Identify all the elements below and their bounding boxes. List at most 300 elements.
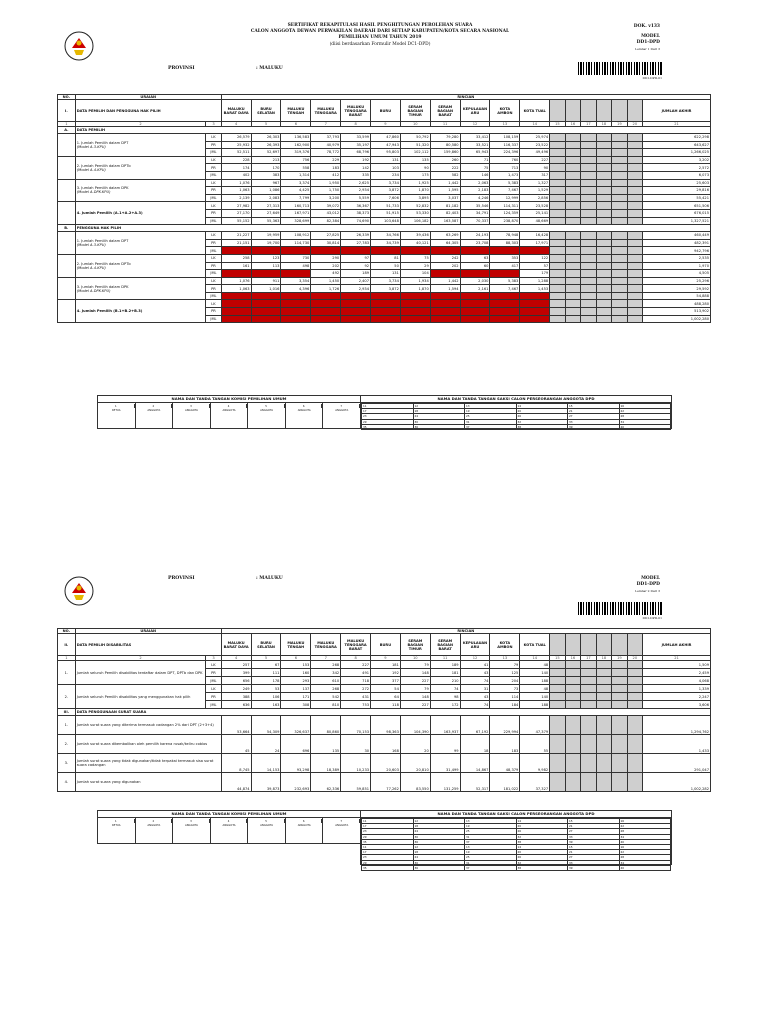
saksi-cell: 23 (362, 855, 414, 860)
value-cell: 48,669 (520, 217, 550, 225)
value-cell: 232,624 (281, 315, 311, 323)
barcode-icon (578, 62, 662, 75)
gender-key: JML (206, 247, 221, 255)
blank-cell (596, 277, 611, 285)
total-cell: 1,002,280 (643, 315, 711, 323)
index-cell: 2 (75, 656, 206, 661)
saksi-cell: 15 (568, 404, 620, 409)
value-cell: 2,407 (341, 277, 371, 285)
gender-key: LK (206, 277, 221, 285)
saksi-cell: 22 (619, 409, 671, 414)
col-uraian: URAIAN (75, 629, 221, 634)
value-cell: 290 (311, 254, 341, 262)
value-cell: 3,354 (281, 277, 311, 285)
value-cell: 1,016 (251, 285, 281, 293)
blank-cell (612, 217, 627, 225)
table-row (58, 277, 711, 285)
kpu-signature-num: 3 (173, 819, 210, 823)
value-cell: 55,363 (251, 217, 281, 225)
value-cell: 213 (251, 156, 281, 164)
blank-cell (550, 164, 565, 172)
value-cell: 163 (251, 701, 281, 709)
section-no: B. (58, 225, 76, 232)
value-cell: 54,309 (251, 716, 281, 735)
total-cell: 2,247 (643, 693, 711, 701)
value-cell: 55,152 (221, 217, 251, 225)
row-no (58, 232, 76, 255)
saksi-signature-title-2: NAMA DAN TANDA TANGAN SAKSI CALON PERSEORANGAN ANGGOTA DPD (361, 811, 671, 818)
table-row (58, 202, 711, 210)
blank-cell (627, 754, 642, 773)
value-cell: 78,948 (490, 232, 520, 240)
blank-cell (627, 277, 642, 285)
value-cell: 1,950 (311, 179, 341, 187)
value-cell: 5,383 (490, 277, 520, 285)
value-cell: 81 (371, 254, 401, 262)
blank-cell (550, 141, 565, 149)
value-cell: 64 (371, 693, 401, 701)
row-no: 3. (58, 754, 76, 773)
saksi-cell: 27 (568, 414, 620, 419)
gender-key: JML (206, 315, 221, 323)
section-no: III. (58, 709, 76, 716)
blank-cell (581, 315, 596, 323)
index-cell: 12 (460, 122, 490, 127)
value-cell: 810 (311, 701, 341, 709)
kpu-signature-cell (248, 818, 286, 843)
blank-cell (581, 171, 596, 179)
blank-header (596, 100, 611, 122)
saksi-cell: 26 (516, 829, 568, 834)
value-cell: 229 (311, 156, 341, 164)
blank-cell (596, 300, 611, 308)
value-cell: 20,829 (251, 308, 281, 316)
saksi-cell: 40 (619, 865, 671, 870)
section-title: DATA PENGGUNAAN SURAT SUARA (75, 709, 710, 716)
value-cell: 1,086 (251, 187, 281, 195)
value-cell: 103 (371, 164, 401, 172)
blank-cell (565, 677, 580, 685)
value-cell: 74 (430, 685, 460, 693)
value-cell: 3,037 (430, 194, 460, 202)
row-label-text: 3. Jumlah Pemilih dalam DPK (76, 284, 129, 289)
kpu-signature-num: 2 (136, 404, 173, 408)
value-cell: 383 (251, 171, 281, 179)
value-cell: 171 (281, 693, 311, 701)
row-label (75, 232, 206, 255)
saksi-cell: 33 (568, 419, 620, 424)
gender-key: JML (206, 217, 221, 225)
value-cell: 20,993 (251, 300, 281, 308)
blank-cell (596, 661, 611, 669)
value-cell: 4,191 (460, 292, 490, 300)
value-cell: 5,341 (341, 292, 371, 300)
saksi-cell: 39 (568, 865, 620, 870)
blank-header (550, 634, 565, 656)
value-cell: 53 (251, 685, 281, 693)
kpu-signature-cell (211, 403, 249, 428)
value-cell: 2,083 (251, 194, 281, 202)
saksi-cell: 13 (465, 844, 517, 849)
value-cell: 63,269 (430, 232, 460, 240)
provinsi-label: PROVINSI (168, 66, 195, 71)
blank-cell (581, 669, 596, 677)
blank-cell (627, 292, 642, 300)
value-cell: 39,072 (311, 202, 341, 210)
value-cell: 227 (400, 701, 430, 709)
total-cell: 29,816 (643, 187, 711, 195)
value-cell: 444 (430, 270, 460, 278)
saksi-cell: 21 (568, 409, 620, 414)
total-cell: 54,888 (643, 292, 711, 300)
saksi-cell: 28 (619, 829, 671, 834)
blank-cell (596, 187, 611, 195)
total-cell: 1,294,762 (643, 716, 711, 735)
gender-key: JML (206, 194, 221, 202)
document-header (230, 23, 530, 48)
blank-cell (565, 716, 580, 735)
value-cell: 38,661 (371, 308, 401, 316)
value-cell: 27,783 (341, 239, 371, 247)
blank-cell (550, 270, 565, 278)
value-cell: 30,814 (311, 239, 341, 247)
blank-cell (550, 217, 565, 225)
gender-key: PR (206, 141, 221, 149)
region-header: SERAM BAGIAN BARAT (430, 100, 460, 122)
blank-cell (612, 285, 627, 293)
blank-cell (627, 773, 642, 792)
value-cell: 50,792 (400, 134, 430, 142)
value-cell: 7,750 (281, 292, 311, 300)
value-cell: 63 (460, 254, 490, 262)
index-cell: 11 (430, 122, 460, 127)
blank-cell (596, 773, 611, 792)
blank-cell (581, 292, 596, 300)
kpu-signature-num: 2 (136, 819, 173, 823)
index-cell: 19 (612, 656, 627, 661)
value-cell: 7,467 (490, 187, 520, 195)
saksi-cell: 38 (516, 424, 568, 429)
table-row (58, 134, 711, 142)
saksi-cell: 40 (619, 839, 671, 844)
value-cell: 80,580 (430, 141, 460, 149)
region-header: SERAM BAGIAN BARAT (430, 634, 460, 656)
row-label: Jumlah surat suara dikembalikan oleh pemilih karena rusak/keliru coblos (75, 735, 221, 754)
value-cell: 27,825 (311, 232, 341, 240)
value-cell: 172 (430, 701, 460, 709)
kpu-signature-title: NAMA DAN TANDA TANGAN KOMISI PEMILIHAN UMUM (98, 396, 360, 403)
blank-cell (612, 209, 627, 217)
col-rincian: RINCIAN (221, 629, 710, 634)
index-cell: 5 (251, 122, 281, 127)
value-cell: 108,912 (281, 232, 311, 240)
value-cell: 28,843 (341, 300, 371, 308)
kpu-signature-role: ANGGOTA (297, 824, 311, 827)
value-cell: 88,303 (490, 239, 520, 247)
kpu-signature-num: 4 (211, 819, 248, 823)
row-no (58, 179, 76, 202)
blank-cell (612, 194, 627, 202)
region-header: BURU SELATAN (251, 100, 281, 122)
blank-cell (596, 315, 611, 323)
blank-cell (581, 277, 596, 285)
blank-cell (581, 773, 596, 792)
total-cell: 3,202 (643, 156, 711, 164)
value-cell: 51,320 (400, 141, 430, 149)
value-cell: 25,974 (520, 134, 550, 142)
row-no (58, 254, 76, 277)
value-cell: 760 (490, 156, 520, 164)
value-cell: 181,022 (490, 773, 520, 792)
value-cell: 27,313 (251, 202, 281, 210)
blank-cell (596, 164, 611, 172)
total-cell: 3,606 (643, 701, 711, 709)
saksi-cell: 18 (413, 409, 465, 414)
value-cell: 498 (281, 262, 311, 270)
index-cell: 14 (520, 122, 550, 127)
total-cell: 2,572 (643, 164, 711, 172)
total-cell: 6,073 (643, 171, 711, 179)
region-header: KOTA AMBON (490, 100, 520, 122)
total-cell: 25,603 (643, 179, 711, 187)
value-cell: 25,141 (520, 209, 550, 217)
total-cell: 1,433 (643, 735, 711, 754)
value-cell: 713 (490, 164, 520, 172)
value-cell: 3,872 (371, 187, 401, 195)
kpu-signature-cell (323, 403, 360, 428)
value-cell: 131,259 (430, 773, 460, 792)
header-title-line1: SERTIFIKAT REKAPITULASI HASIL PENGHITUNGAN PEROLEHAN SUARA (287, 23, 473, 28)
row-label-text: 1. Jumlah Pemilih dalam DPT (76, 140, 129, 145)
kpu-logo-icon (64, 575, 94, 607)
blank-cell (596, 141, 611, 149)
value-cell: 202 (311, 262, 341, 270)
gender-key: PR (206, 308, 221, 316)
value-cell: 106 (251, 693, 281, 701)
table-row (58, 254, 711, 262)
saksi-cell: 36 (413, 839, 465, 844)
value-cell: 37,793 (311, 134, 341, 142)
sheet-page-1 (0, 0, 768, 470)
value-cell: 2,030 (460, 277, 490, 285)
value-cell: 131,054 (430, 315, 460, 323)
region-header: MALUKU TENGGARA BARAT (341, 634, 371, 656)
kpu-signature-num: 4 (211, 404, 248, 408)
value-cell: 41,822 (251, 315, 281, 323)
index-cell: 13 (490, 122, 520, 127)
value-cell: 268 (311, 685, 341, 693)
value-cell: 20,603 (371, 754, 401, 773)
value-cell: 14,153 (251, 754, 281, 773)
saksi-cell: 14 (516, 844, 568, 849)
value-cell: 2,856 (520, 194, 550, 202)
saksi-cell: 11 (362, 819, 414, 824)
value-cell: 257 (221, 661, 251, 669)
index-cell: 10 (400, 122, 430, 127)
value-cell: 95,803 (371, 149, 401, 157)
index-cell: 21 (643, 656, 711, 661)
row-label-text: 4. Jumlah Pemilih (A.1+A.2+A.3) (76, 211, 143, 216)
blank-cell (565, 171, 580, 179)
blank-cell (612, 685, 627, 693)
row-no: 1. (58, 716, 76, 735)
value-cell: 2,934 (341, 285, 371, 293)
blank-cell (565, 270, 580, 278)
col-no: NO. (58, 95, 76, 100)
row-label: Jumlah surat suara yang diterima termasuk cadangan 2% dari DPT (2+3+4) (75, 716, 221, 735)
gender-key: PR (206, 187, 221, 195)
total-cell: 291,047 (643, 754, 711, 773)
blank-cell (581, 209, 596, 217)
blank-cell (565, 754, 580, 773)
value-cell: 79,557 (400, 247, 430, 255)
blank-header (565, 634, 580, 656)
blank-header (581, 100, 596, 122)
blank-cell (596, 232, 611, 240)
value-cell: 1,595 (430, 187, 460, 195)
value-cell: 353 (490, 254, 520, 262)
value-cell: 148 (400, 669, 430, 677)
blank-cell (612, 693, 627, 701)
value-cell: 227 (400, 677, 430, 685)
blank-cell (581, 149, 596, 157)
value-cell: 181 (430, 669, 460, 677)
index-cell: 17 (581, 656, 596, 661)
value-cell: 98,363 (371, 716, 401, 735)
blank-cell (581, 677, 596, 685)
blank-cell (627, 141, 642, 149)
value-cell: 180,871 (490, 315, 520, 323)
value-cell: 21,151 (221, 239, 251, 247)
index-cell: 3 (206, 122, 221, 127)
blank-cell (550, 209, 565, 217)
section-row (58, 225, 711, 232)
blank-cell (596, 292, 611, 300)
saksi-cell: 30 (413, 860, 465, 865)
region-header: BURU SELATAN (251, 634, 281, 656)
value-cell: 210 (430, 677, 460, 685)
value-cell: 43 (460, 693, 490, 701)
value-cell: 184 (490, 701, 520, 709)
blank-cell (612, 262, 627, 270)
value-cell: 116,337 (490, 141, 520, 149)
value-cell: 159,860 (430, 149, 460, 157)
value-cell: 3,895 (400, 194, 430, 202)
blank-cell (581, 262, 596, 270)
dok-label: DOK. v133 (633, 24, 660, 29)
value-cell: 227 (341, 661, 371, 669)
value-cell: 377 (371, 677, 401, 685)
blank-cell (612, 202, 627, 210)
value-cell: 1,870 (400, 187, 430, 195)
value-cell: 27,170 (221, 209, 251, 217)
saksi-cell: 29 (362, 419, 414, 424)
value-cell: 75 (400, 254, 430, 262)
blank-cell (581, 716, 596, 735)
blank-cell (550, 134, 565, 142)
value-cell: 26,303 (251, 134, 281, 142)
value-cell: 19,959 (251, 232, 281, 240)
blank-cell (612, 669, 627, 677)
row-label (75, 179, 206, 202)
blank-cell (596, 202, 611, 210)
value-cell: 33,599 (341, 134, 371, 142)
col-jumlah-akhir: JUMLAH AKHIR (643, 634, 711, 656)
blank-cell (612, 141, 627, 149)
blank-cell (596, 693, 611, 701)
value-cell: 74 (460, 701, 490, 709)
row-no (58, 134, 76, 157)
table-row (58, 179, 711, 187)
value-cell: 103,648 (371, 217, 401, 225)
value-cell: 160,713 (281, 202, 311, 210)
row-label (75, 300, 206, 323)
value-cell: 47,901 (460, 247, 490, 255)
region-header: MALUKU BARAT DAYA (221, 634, 251, 656)
value-cell: 9,982 (520, 754, 550, 773)
value-cell: 52,697 (251, 149, 281, 157)
value-cell: 911 (251, 277, 281, 285)
blank-cell (612, 308, 627, 316)
gender-key: PR (206, 285, 221, 293)
blank-cell (565, 164, 580, 172)
value-cell: 55 (520, 735, 550, 754)
blank-cell (565, 685, 580, 693)
value-cell: 696 (281, 735, 311, 754)
model-code: DD1-DPD (636, 582, 660, 587)
value-cell: 223,642 (281, 247, 311, 255)
saksi-cell: 34 (619, 834, 671, 839)
region-header: MALUKU TENGAH (281, 634, 311, 656)
index-cell: 15 (550, 656, 565, 661)
blank-cell (565, 194, 580, 202)
index-cell: 7 (311, 656, 341, 661)
value-cell: 47,860 (371, 134, 401, 142)
table-row (58, 773, 711, 792)
row-label (75, 661, 206, 685)
value-cell: 542 (311, 693, 341, 701)
table-row (58, 156, 711, 164)
total-cell: 1,002,282 (643, 773, 711, 792)
value-cell: 17,838 (520, 300, 550, 308)
blank-cell (581, 308, 596, 316)
value-cell: 491 (341, 669, 371, 677)
blank-cell (565, 156, 580, 164)
saksi-cell: 38 (516, 865, 568, 870)
index-cell: 6 (281, 656, 311, 661)
value-cell: 52,832 (400, 202, 430, 210)
saksi-cell: 14 (516, 404, 568, 409)
value-cell: 610 (311, 677, 341, 685)
blank-cell (581, 254, 596, 262)
row-label-text: 2. Jumlah Pemilih dalam DPTb (76, 163, 131, 168)
value-cell: 52,317 (460, 773, 490, 792)
sheet-page-2 (0, 570, 768, 1010)
blank-cell (627, 247, 642, 255)
value-cell: 1,063 (221, 285, 251, 293)
index-cell: 17 (581, 122, 596, 127)
value-cell: 48,379 (490, 754, 520, 773)
kpu-signature-num: 7 (323, 819, 360, 823)
value-cell: 1,228 (281, 270, 311, 278)
saksi-cell: 20 (516, 409, 568, 414)
blank-cell (627, 239, 642, 247)
kpu-signature-role: ANGGOTA (260, 824, 274, 827)
blank-cell (596, 677, 611, 685)
gender-key: PR (206, 693, 221, 701)
row-label: Jumlah surat suara yang digunakan (75, 773, 221, 792)
blank-cell (612, 701, 627, 709)
